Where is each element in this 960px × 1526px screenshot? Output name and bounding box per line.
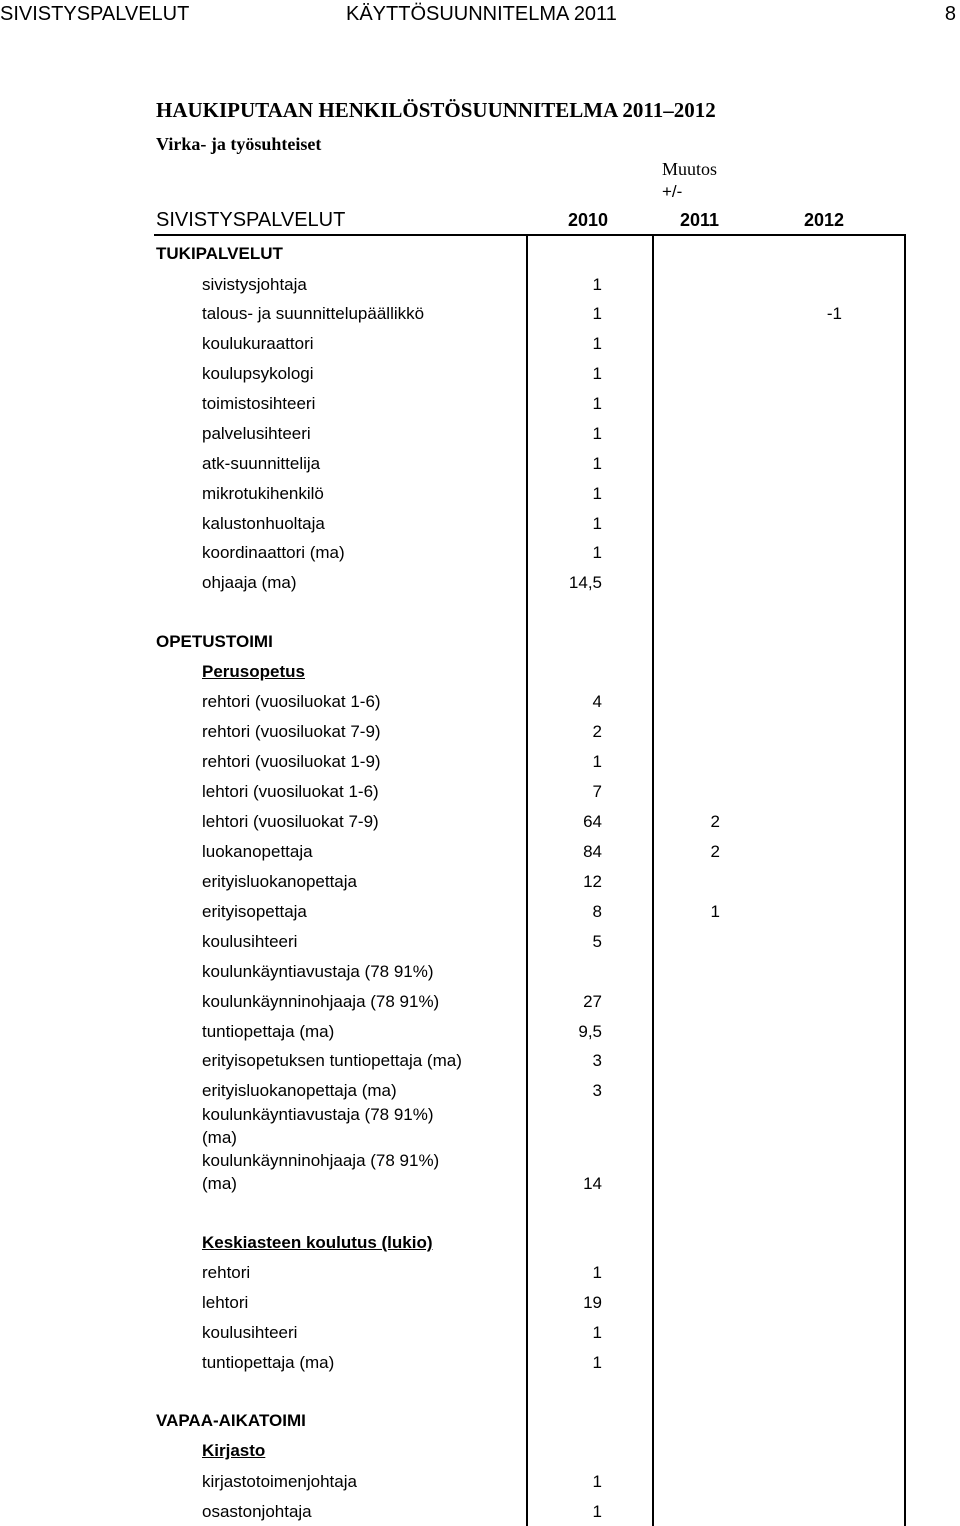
- table-row: [0, 572, 960, 596]
- header-document-title: KÄYTTÖSUUNNITELMA 2011: [346, 3, 617, 25]
- value-2010: 1: [592, 1472, 602, 1491]
- row-label: osastonjohtaja: [202, 1502, 312, 1521]
- section-label: TUKIPALVELUT: [156, 244, 283, 263]
- value-2010: 1: [592, 514, 602, 533]
- table-row: [0, 513, 960, 537]
- row-label: tuntiopettaja (ma): [202, 1022, 335, 1041]
- row-label: tuntiopettaja (ma): [202, 1353, 335, 1372]
- row-label: palvelusihteeri: [202, 424, 311, 443]
- header-department: SIVISTYSPALVELUT: [0, 3, 190, 25]
- table-row: [0, 1050, 960, 1074]
- value-2011: 2: [710, 842, 720, 861]
- row-label: koulusihteeri: [202, 1323, 298, 1342]
- row-label: koulunkäynninohjaaja (78 91%): [202, 1151, 440, 1170]
- table-row: [0, 901, 960, 925]
- row-label: (ma): [202, 1128, 237, 1147]
- row-label: talous- ja suunnittelupäällikkö: [202, 304, 425, 323]
- table-row: [0, 781, 960, 805]
- row-label: erityisopettaja: [202, 902, 307, 921]
- value-2010: 1: [592, 394, 602, 413]
- row-label: koulunkäyntiavustaja (78 91%): [202, 1105, 434, 1124]
- table-row: [0, 453, 960, 477]
- value-2010: 3: [592, 1081, 602, 1100]
- table-row: [0, 1127, 960, 1151]
- row-label: rehtori (vuosiluokat 7-9): [202, 722, 381, 741]
- row-label: koulukuraattori: [202, 334, 314, 353]
- header-rule: [154, 234, 906, 236]
- document-subtitle: Virka- ja työsuhteiset: [156, 134, 322, 154]
- table-row: [0, 393, 960, 417]
- value-2010: 64: [583, 812, 602, 831]
- value-2010: 14: [583, 1174, 602, 1193]
- table-row: [0, 961, 960, 985]
- row-label: koulunkäynninohjaaja (78 91%): [202, 992, 440, 1011]
- value-2010: 9,5: [578, 1022, 602, 1041]
- table-row: [0, 721, 960, 745]
- year-header-2012: 2012: [804, 210, 845, 230]
- year-header-2011: 2011: [680, 210, 720, 230]
- subsection-label: Kirjasto: [202, 1441, 266, 1460]
- section-label: OPETUSTOIMI: [156, 632, 273, 651]
- table-row: [0, 991, 960, 1015]
- value-2011: 2: [710, 812, 720, 831]
- document-title: HAUKIPUTAAN HENKILÖSTÖSUUNNITELMA 2011–2012: [156, 98, 716, 122]
- row-label: rehtori (vuosiluokat 1-9): [202, 752, 381, 771]
- table-section-title: SIVISTYSPALVELUT: [156, 209, 346, 231]
- value-2010: 1: [592, 424, 602, 443]
- value-2010: 7: [592, 782, 602, 801]
- row-label: koulupsykologi: [202, 364, 314, 383]
- value-2010: 5: [592, 932, 602, 951]
- row-label: (ma): [202, 1174, 237, 1193]
- table-row: [0, 1021, 960, 1045]
- table-row: [0, 1501, 960, 1525]
- table-row: [0, 274, 960, 298]
- row-label: rehtori: [202, 1263, 251, 1282]
- table-row: [0, 931, 960, 955]
- row-label: lehtori: [202, 1293, 249, 1312]
- table-row: [0, 1150, 960, 1174]
- value-2010: 1: [592, 364, 602, 383]
- value-2012: -1: [826, 304, 842, 323]
- section-row: [0, 1410, 960, 1434]
- table-row: [0, 1080, 960, 1104]
- change-sign-label: +/-: [662, 182, 683, 201]
- table-row: [0, 841, 960, 865]
- row-label: luokanopettaja: [202, 842, 313, 861]
- table-row: [0, 1471, 960, 1495]
- table-row: [0, 1352, 960, 1376]
- value-2010: 1: [592, 752, 602, 771]
- page-number: 8: [944, 3, 956, 25]
- value-2010: 1: [592, 275, 602, 294]
- value-2010: 14,5: [568, 573, 602, 592]
- row-label: atk-suunnittelija: [202, 454, 321, 473]
- table-row: [0, 1104, 960, 1128]
- row-label: koordinaattori (ma): [202, 543, 345, 562]
- row-label: erityisopetuksen tuntiopettaja (ma): [202, 1051, 462, 1070]
- table-row: [0, 751, 960, 775]
- value-2010: 1: [592, 543, 602, 562]
- value-2011: 1: [710, 902, 720, 921]
- value-2010: 1: [592, 454, 602, 473]
- value-2010: 1: [592, 1502, 602, 1521]
- section-row: [0, 243, 960, 267]
- section-row: [0, 631, 960, 655]
- subsection-label: Keskiasteen koulutus (lukio): [202, 1233, 433, 1252]
- year-header-2010: 2010: [568, 210, 609, 230]
- table-row: [0, 811, 960, 835]
- table-row: [0, 333, 960, 357]
- value-2010: 1: [592, 1353, 602, 1372]
- table-row: [0, 691, 960, 715]
- row-label: kalustonhuoltaja: [202, 514, 325, 533]
- table-row: [0, 483, 960, 507]
- value-2010: 19: [583, 1293, 602, 1312]
- row-label: lehtori (vuosiluokat 7-9): [202, 812, 379, 831]
- row-label: mikrotukihenkilö: [202, 484, 324, 503]
- table-row: [0, 1173, 960, 1197]
- row-label: erityisluokanopettaja: [202, 872, 357, 891]
- value-2010: 3: [592, 1051, 602, 1070]
- value-2010: 8: [592, 902, 602, 921]
- table-row: [0, 542, 960, 566]
- subsection-row: [0, 1232, 960, 1256]
- value-2010: 2: [592, 722, 602, 741]
- section-label: VAPAA-AIKATOIMI: [156, 1411, 306, 1430]
- value-2010: 1: [592, 484, 602, 503]
- row-label: toimistosihteeri: [202, 394, 316, 413]
- value-2010: 4: [592, 692, 602, 711]
- table-row: [0, 363, 960, 387]
- row-label: lehtori (vuosiluokat 1-6): [202, 782, 379, 801]
- table-row: [0, 1262, 960, 1286]
- value-2010: 1: [592, 1323, 602, 1342]
- table-row: [0, 871, 960, 895]
- row-label: koulunkäyntiavustaja (78 91%): [202, 962, 434, 981]
- row-label: rehtori (vuosiluokat 1-6): [202, 692, 381, 711]
- value-2010: 1: [592, 1263, 602, 1282]
- subsection-label: Perusopetus: [202, 662, 305, 681]
- row-label: koulusihteeri: [202, 932, 298, 951]
- value-2010: 12: [583, 872, 602, 891]
- row-label: kirjastotoimenjohtaja: [202, 1472, 357, 1491]
- change-label: Muutos: [662, 159, 718, 179]
- value-2010: 1: [592, 304, 602, 323]
- value-2010: 84: [583, 842, 602, 861]
- subsection-row: [0, 661, 960, 685]
- table-row: [0, 423, 960, 447]
- table-row: [0, 1322, 960, 1346]
- value-2010: 1: [592, 334, 602, 353]
- table-row: [0, 303, 960, 327]
- row-label: ohjaaja (ma): [202, 573, 297, 592]
- subsection-row: [0, 1440, 960, 1464]
- value-2010: 27: [583, 992, 602, 1011]
- table-row: [0, 1292, 960, 1316]
- row-label: erityisluokanopettaja (ma): [202, 1081, 397, 1100]
- row-label: sivistysjohtaja: [202, 275, 307, 294]
